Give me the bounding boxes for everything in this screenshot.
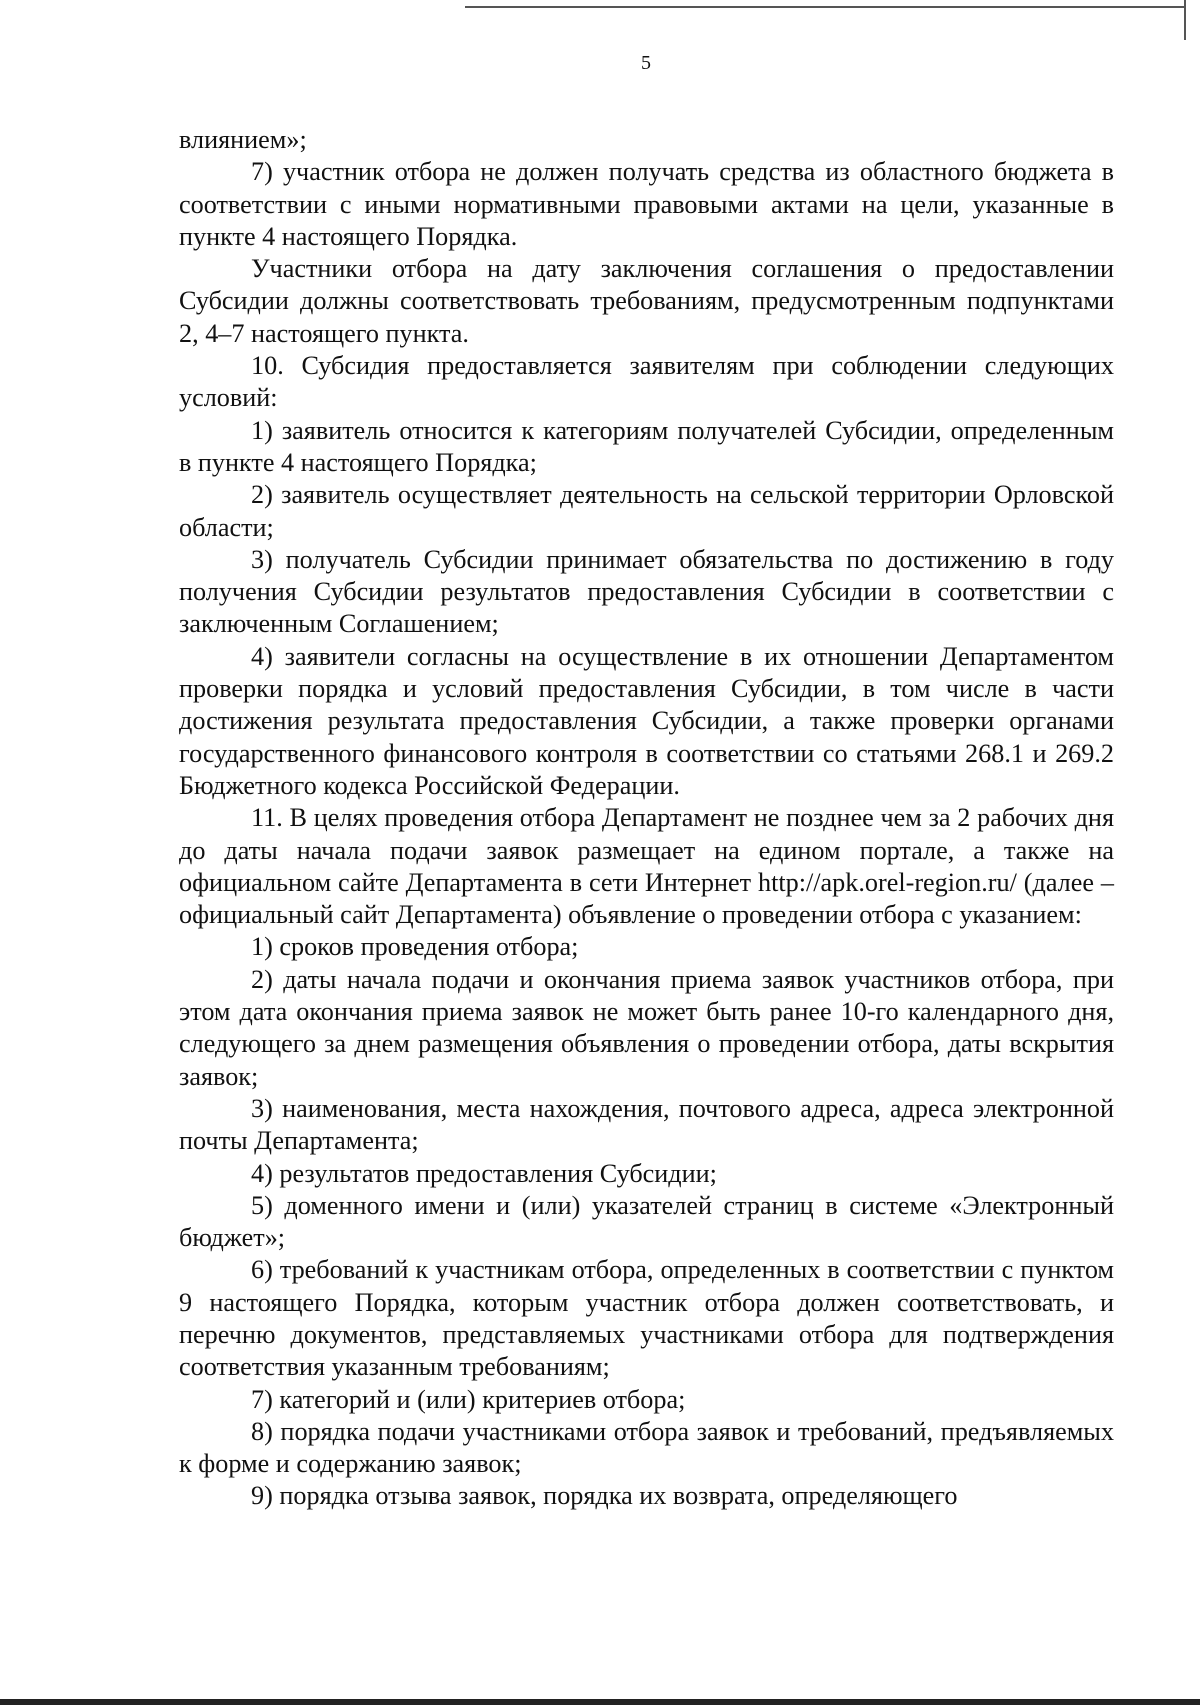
scan-edge-top xyxy=(465,6,1185,8)
paragraph: 4) заявители согласны на осуществление в их отношении Департаментом проверки порядка и условий предоставления Субсидии, в том числе в части достижения результата предоставления Субсидии, а также проверки органами государственного финансового контроля в соответствии со статьями 268.1 и 269.2 Бюджетного кодекса Российской Федерации. xyxy=(179,641,1114,800)
scan-edge-bottom xyxy=(0,1699,1200,1705)
paragraph: 4) результатов предоставления Субсидии; xyxy=(251,1158,717,1188)
scan-edge-right xyxy=(1184,0,1186,40)
paragraph: 11. В целях проведения отбора Департамент не позднее чем за 2 рабочих дня до даты начала подачи заявок размещает на едином портале, а также на официальном сайте Департамента в сети Интернет http://apk.orel-region.ru/ (далее – официальный сайт Департамента) объявление о проведении отбора с указанием: xyxy=(179,803,1114,930)
paragraph: 9) порядка отзыва заявок, порядка их возврата, определяющего xyxy=(251,1481,958,1511)
paragraph: 5) доменного имени и (или) указателей страниц в системе «Электронный бюджет»; xyxy=(179,1190,1114,1253)
document-body xyxy=(179,124,1114,1513)
paragraph: влиянием»; xyxy=(179,125,307,154)
paragraph: 3) получатель Субсидии принимает обязательства по достижению в году получения Субсидии результатов предоставления Субсидии в соответствии с заключенным Соглашением; xyxy=(179,544,1114,639)
paragraph: 6) требований к участникам отбора, определенных в соответствии с пунктом 9 настоящего Порядка, которым участник отбора должен соответствовать, и перечню документов, представляемых участниками отбора для подтверждения соответствия указанным требованиям; xyxy=(179,1255,1114,1382)
paragraph: Участники отбора на дату заключения соглашения о предоставлении Субсидии должны соответствовать требованиям, предусмотренным подпунктами 2, 4–7 настоящего пункта. xyxy=(179,254,1114,348)
paragraph: 2) заявитель осуществляет деятельность на сельской территории Орловской области; xyxy=(179,480,1114,542)
paragraph: 8) порядка подачи участниками отбора заявок и требований, предъявляемых к форме и содержанию заявок; xyxy=(179,1416,1114,1479)
paragraph: 7) категорий и (или) критериев отбора; xyxy=(251,1384,686,1414)
paragraph: 1) заявитель относится к категориям получателей Субсидии, определенным в пункте 4 настоящего Порядка; xyxy=(179,415,1114,477)
paragraph: 10. Субсидия предоставляется заявителям при соблюдении следующих условий: xyxy=(179,351,1114,413)
paragraph: 7) участник отбора не должен получать средства из областного бюджета в соответствии с иными нормативными правовыми актами на цели, указанные в пункте 4 настоящего Порядка. xyxy=(179,157,1114,251)
paragraph: 3) наименования, места нахождения, почтового адреса, адреса электронной почты Департамента; xyxy=(179,1093,1114,1156)
paragraph: 2) даты начала подачи и окончания приема заявок участников отбора, при этом дата окончания приема заявок не может быть ранее 10-го календарного дня, следующего за днем размещения объявления о проведении отбора, даты вскрытия заявок; xyxy=(179,964,1114,1091)
page-number: 5 xyxy=(641,52,651,74)
paragraph: 1) сроков проведения отбора; xyxy=(251,932,579,962)
